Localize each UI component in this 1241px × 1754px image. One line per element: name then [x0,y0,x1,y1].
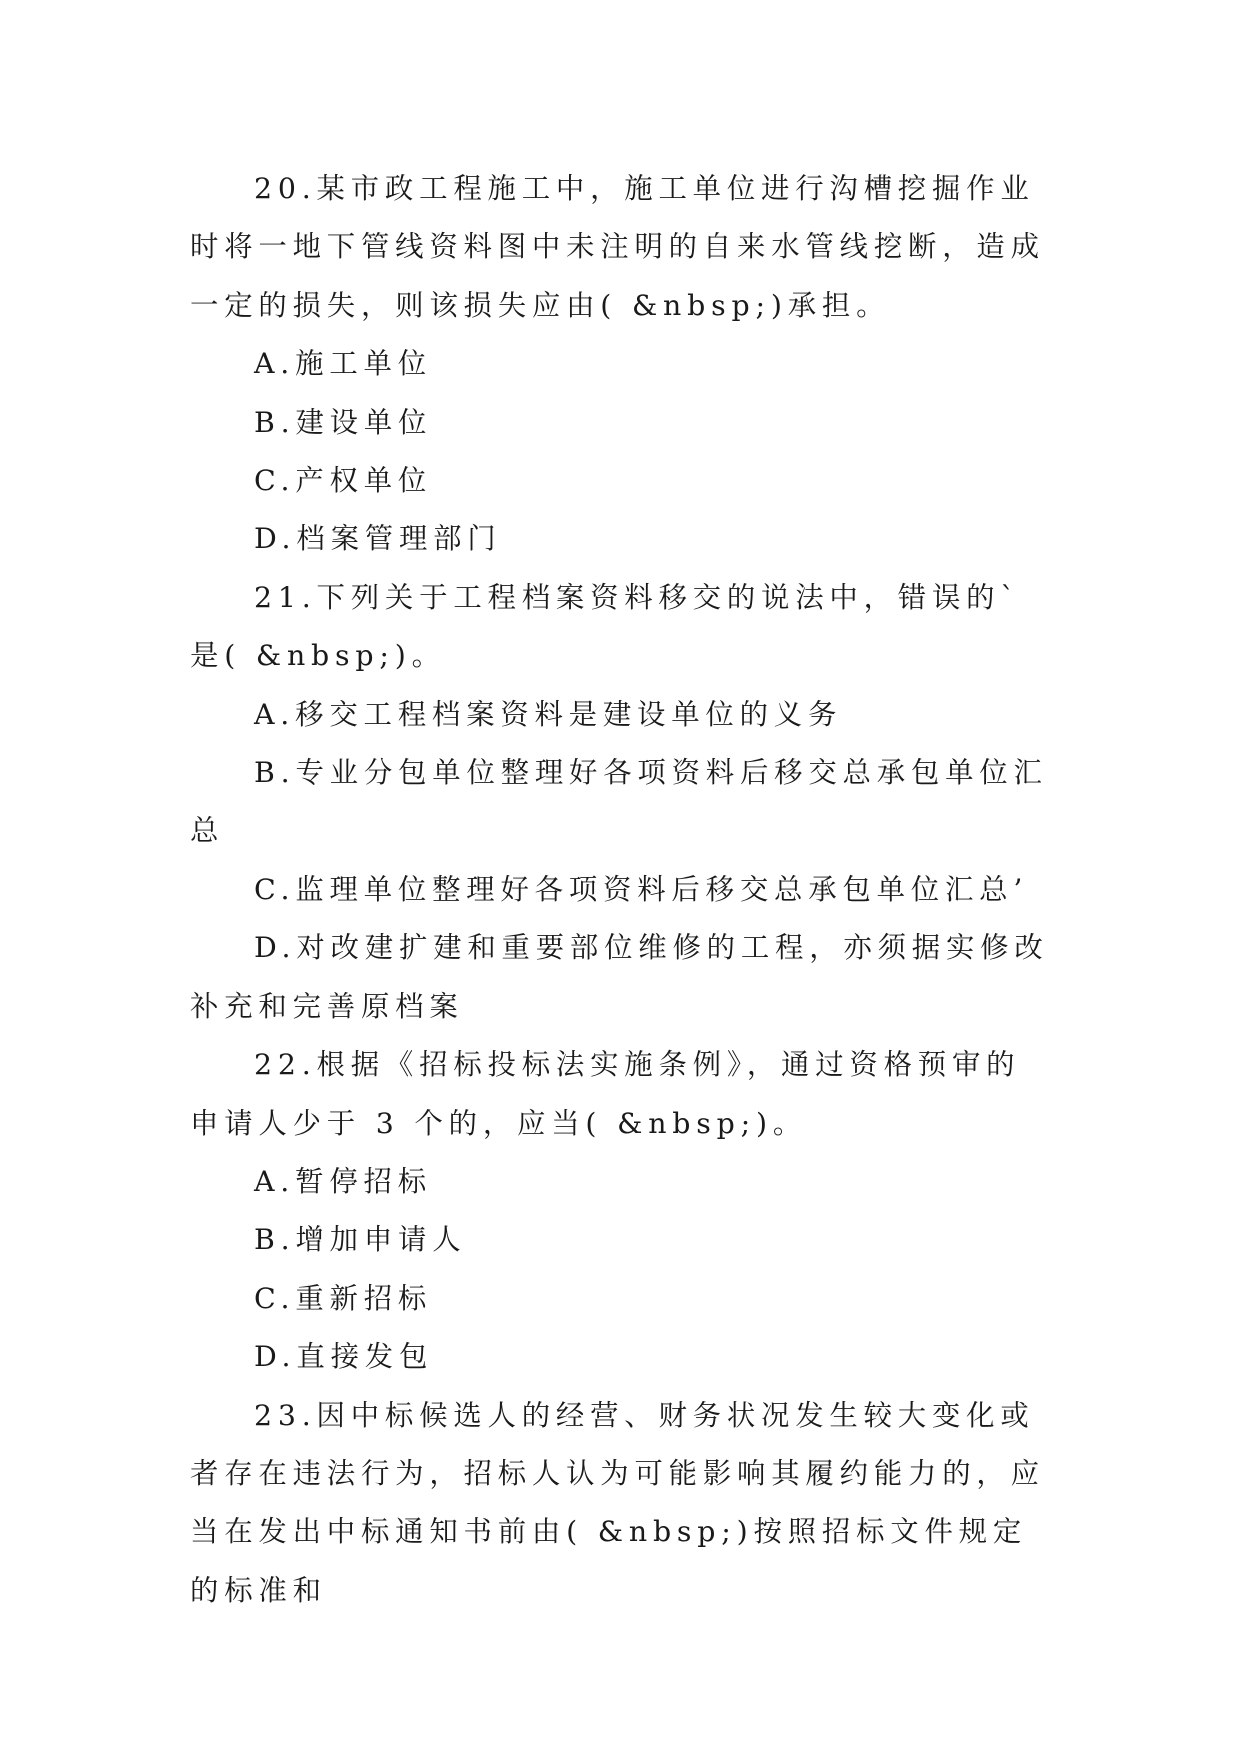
option-21-d: D.对改建扩建和重要部位维修的工程，亦须据实修改补充和完善原档案 [190,931,1049,1023]
option-21-b: B.专业分包单位整理好各项资料后移交总承包单位汇总 [190,756,1048,848]
option-21-c: C.监理单位整理好各项资料后移交总承包单位汇总’ [254,872,1029,906]
option-20-b: B.建设单位 [254,405,433,439]
option-22-c: C.重新招标 [254,1281,433,1315]
question-21: 21.下列关于工程档案资料移交的说法中，错误的`是( &nbsp;)。 [190,580,1021,673]
option-20-a: A.施工单位 [254,347,432,381]
document-page [190,160,1052,1620]
question-23: 23.因中标候选人的经营、财务状况发生较大变化或者存在违法行为，招标人认为可能影响其履约能力的，应当在发出中标通知书前由( &nbsp;)按照招标文件规定的标准和 [190,1398,1045,1607]
option-20-d: D.档案管理部门 [254,522,502,556]
question-20: 20.某市政工程施工中，施工单位进行沟槽挖掘作业时将一地下管线资料图中未注明的自来水管线挖断，造成一定的损失，则该损失应由( &nbsp;)承担。 [190,172,1045,322]
option-22-b: B.增加申请人 [254,1223,467,1257]
option-22-d: D.直接发包 [254,1340,434,1374]
option-22-a: A.暂停招标 [254,1164,432,1198]
question-22: 22.根据《招标投标法实施条例》，通过资格预审的申请人少于 3 个的，应当( &nbsp;)。 [190,1048,1021,1140]
option-21-a: A.移交工程档案资料是建设单位的义务 [254,697,843,731]
option-20-c: C.产权单位 [254,464,433,498]
